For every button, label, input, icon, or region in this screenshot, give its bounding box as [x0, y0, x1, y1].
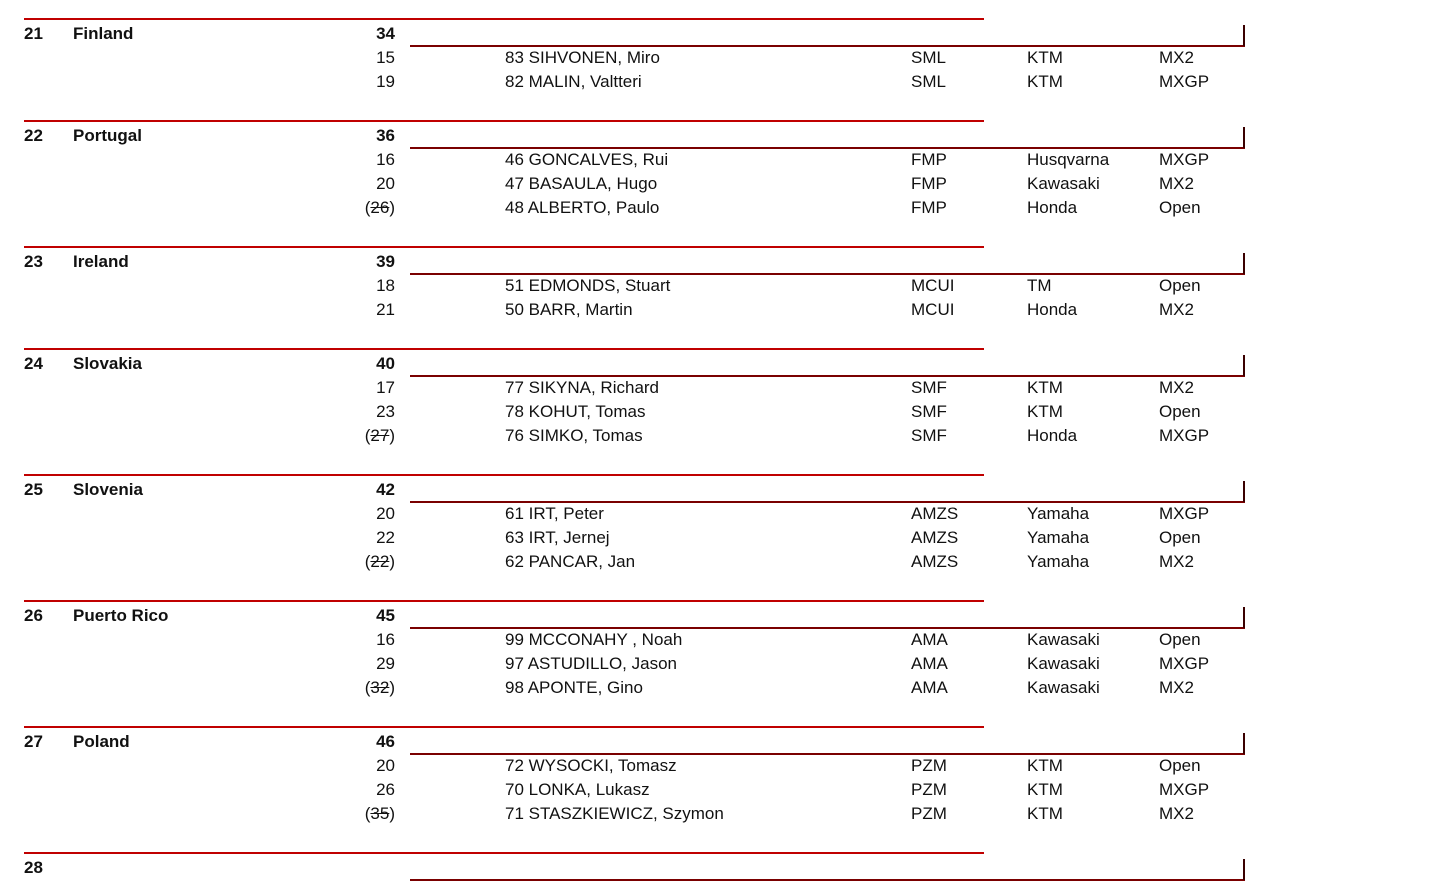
team-row [0, 480, 1454, 502]
score: 23 [376, 402, 395, 421]
rider-bike: KTM [1027, 402, 1063, 421]
rider-name: 78 KOHUT, Tomas [505, 402, 646, 421]
rider-bike: Honda [1027, 426, 1078, 445]
team-country: Slovenia [73, 480, 143, 499]
rider-row [0, 378, 1454, 400]
rider-points [340, 72, 395, 92]
rider-federation: AMA [911, 630, 948, 649]
rider-name: 46 GONCALVES, Rui [505, 150, 669, 169]
team-separator-line [24, 120, 984, 122]
team-rank: 24 [24, 354, 43, 373]
rider-federation: AMZS [911, 528, 959, 547]
rider-federation: SMF [911, 402, 947, 421]
rider-points [340, 756, 395, 776]
dropped-score: 26 [370, 198, 390, 217]
score: 15 [376, 48, 395, 67]
rider-class: MX2 [1159, 678, 1194, 697]
rider-class: MX2 [1159, 300, 1194, 319]
rider-name: 62 PANCAR, Jan [505, 552, 636, 571]
rider-federation: FMP [911, 150, 947, 169]
dropped-score: 32 [370, 678, 390, 697]
rider-row [0, 300, 1454, 322]
team-bracket-tick [1243, 25, 1245, 46]
team-rank: 21 [24, 24, 43, 43]
team-row [0, 606, 1454, 628]
score: 26 [376, 780, 395, 799]
team-rank: 22 [24, 126, 43, 145]
rider-bike: Honda [1027, 300, 1078, 319]
rider-federation: PZM [911, 780, 947, 799]
rider-class: MX2 [1159, 48, 1194, 67]
rider-bike: Yamaha [1027, 552, 1090, 571]
team-rank: 27 [24, 732, 43, 751]
rider-points: (26) [364, 198, 395, 217]
rider-name: 71 STASZKIEWICZ, Szymon [505, 804, 724, 823]
rider-federation: AMZS [911, 504, 959, 523]
rider-federation: SML [911, 48, 946, 67]
team-total-points: 39 [376, 252, 395, 271]
rider-class: Open [1159, 756, 1201, 775]
rider-row [0, 654, 1454, 676]
team-country: Puerto Rico [73, 606, 169, 625]
rider-name: 50 BARR, Martin [505, 300, 633, 319]
team-row [0, 732, 1454, 754]
score: 21 [376, 300, 395, 319]
team-separator-line [24, 348, 984, 350]
rider-row [0, 150, 1454, 172]
rider-bike: Husqvarna [1027, 150, 1110, 169]
rider-bike: KTM [1027, 378, 1063, 397]
rider-row [0, 402, 1454, 424]
team-separator-line [24, 600, 984, 602]
rider-points [340, 276, 395, 296]
rider-bike: Honda [1027, 198, 1078, 217]
score: 20 [376, 504, 395, 523]
rider-class: MXGP [1159, 150, 1210, 169]
team-bracket-tick [1243, 733, 1245, 754]
rider-name: 72 WYSOCKI, Tomasz [505, 756, 677, 775]
rider-bike: KTM [1027, 72, 1063, 91]
dropped-score: 35 [370, 804, 390, 823]
rider-federation: PZM [911, 804, 947, 823]
score: 16 [376, 630, 395, 649]
rider-class: MX2 [1159, 804, 1194, 823]
rider-name: 76 SIMKO, Tomas [505, 426, 643, 445]
rider-bike: Kawasaki [1027, 654, 1100, 673]
team-country: Portugal [73, 126, 142, 145]
team-row [0, 858, 1454, 880]
rider-class: MX2 [1159, 552, 1194, 571]
rider-points [340, 528, 395, 548]
score: 16 [376, 150, 395, 169]
rider-class: Open [1159, 402, 1201, 421]
rider-bike: KTM [1027, 780, 1063, 799]
team-bracket-tick [1243, 253, 1245, 274]
team-country: Ireland [73, 252, 129, 271]
score: 29 [376, 654, 395, 673]
rider-points [340, 48, 395, 68]
team-total-points: 42 [376, 480, 395, 499]
rider-bike: Yamaha [1027, 504, 1090, 523]
rider-row [0, 174, 1454, 196]
rider-points: (22) [364, 552, 395, 571]
rider-bike: KTM [1027, 804, 1063, 823]
rider-points [340, 504, 395, 524]
rider-points [340, 630, 395, 650]
team-underline [410, 45, 1245, 47]
rider-points [340, 378, 395, 398]
team-bracket-tick [1243, 481, 1245, 502]
team-rank: 23 [24, 252, 43, 271]
rider-bike: KTM [1027, 48, 1063, 67]
rider-class: MXGP [1159, 504, 1210, 523]
rider-federation: FMP [911, 198, 947, 217]
team-underline [410, 627, 1245, 629]
rider-name: 82 MALIN, Valtteri [505, 72, 642, 91]
team-row [0, 24, 1454, 46]
team-country: Finland [73, 24, 134, 43]
team-rank: 25 [24, 480, 43, 499]
team-bracket-tick [1243, 859, 1245, 880]
team-row [0, 252, 1454, 274]
team-bracket-tick [1243, 127, 1245, 148]
team-underline [410, 273, 1245, 275]
rider-class: Open [1159, 276, 1201, 295]
rider-row [0, 276, 1454, 298]
rider-class: Open [1159, 630, 1201, 649]
score: 17 [376, 378, 395, 397]
rider-name: 61 IRT, Peter [505, 504, 604, 523]
dropped-score: 22 [370, 552, 390, 571]
team-rank: 26 [24, 606, 43, 625]
rider-name: 99 MCCONAHY , Noah [505, 630, 683, 649]
rider-name: 48 ALBERTO, Paulo [505, 198, 660, 217]
team-bracket-tick [1243, 607, 1245, 628]
rider-name: 97 ASTUDILLO, Jason [505, 654, 677, 673]
rider-points [340, 654, 395, 674]
team-separator-line [24, 474, 984, 476]
team-underline [410, 375, 1245, 377]
rider-points: (32) [364, 678, 395, 697]
rider-federation: AMZS [911, 552, 959, 571]
dropped-score: 27 [370, 426, 390, 445]
rider-class: MXGP [1159, 654, 1210, 673]
rider-class: MXGP [1159, 72, 1210, 91]
rider-row [0, 552, 1454, 574]
rider-federation: AMA [911, 678, 948, 697]
score: 22 [376, 528, 395, 547]
rider-points [340, 150, 395, 170]
rider-row [0, 48, 1454, 70]
rider-row [0, 426, 1454, 448]
team-total-points: 45 [376, 606, 395, 625]
team-separator-line [24, 18, 984, 20]
team-separator-line [24, 726, 984, 728]
rider-row [0, 528, 1454, 550]
team-total-points: 40 [376, 354, 395, 373]
rider-class: MXGP [1159, 426, 1210, 445]
rider-row [0, 504, 1454, 526]
rider-federation: AMA [911, 654, 948, 673]
rider-class: MX2 [1159, 378, 1194, 397]
rider-row [0, 780, 1454, 802]
rider-row [0, 630, 1454, 652]
rider-federation: MCUI [911, 300, 955, 319]
rider-points: (35) [364, 804, 395, 823]
rider-row [0, 756, 1454, 778]
team-country: Slovakia [73, 354, 142, 373]
rider-row [0, 678, 1454, 700]
score: 20 [376, 174, 395, 193]
rider-points [340, 174, 395, 194]
rider-row [0, 198, 1454, 220]
team-underline [410, 147, 1245, 149]
team-row [0, 354, 1454, 376]
team-bracket-tick [1243, 355, 1245, 376]
rider-federation: PZM [911, 756, 947, 775]
rider-bike: Kawasaki [1027, 630, 1100, 649]
score: 20 [376, 756, 395, 775]
rider-class: Open [1159, 528, 1201, 547]
team-total-points: 34 [376, 24, 395, 43]
team-total-points: 46 [376, 732, 395, 751]
score: 18 [376, 276, 395, 295]
rider-points [340, 402, 395, 422]
rider-name: 47 BASAULA, Hugo [505, 174, 658, 193]
rider-points: (27) [364, 426, 395, 445]
rider-name: 83 SIHVONEN, Miro [505, 48, 660, 67]
team-country: Poland [73, 732, 130, 751]
rider-name: 77 SIKYNA, Richard [505, 378, 660, 397]
team-underline [410, 753, 1245, 755]
rider-federation: SMF [911, 426, 947, 445]
rider-bike: KTM [1027, 756, 1063, 775]
rider-name: 63 IRT, Jernej [505, 528, 610, 547]
rider-bike: Kawasaki [1027, 174, 1100, 193]
rider-bike: Kawasaki [1027, 678, 1100, 697]
team-separator-line [24, 852, 984, 854]
team-rank: 28 [24, 858, 43, 877]
team-separator-line [24, 246, 984, 248]
rider-federation: SMF [911, 378, 947, 397]
rider-points [340, 780, 395, 800]
team-total-points: 36 [376, 126, 395, 145]
rider-class: MX2 [1159, 174, 1194, 193]
rider-federation: FMP [911, 174, 947, 193]
rider-row [0, 72, 1454, 94]
rider-class: Open [1159, 198, 1201, 217]
rider-points [340, 300, 395, 320]
rider-federation: SML [911, 72, 946, 91]
rider-class: MXGP [1159, 780, 1210, 799]
rider-name: 98 APONTE, Gino [505, 678, 643, 697]
score: 19 [376, 72, 395, 91]
rider-bike: Yamaha [1027, 528, 1090, 547]
team-underline [410, 501, 1245, 503]
rider-row [0, 804, 1454, 826]
rider-name: 70 LONKA, Lukasz [505, 780, 650, 799]
rider-name: 51 EDMONDS, Stuart [505, 276, 671, 295]
team-row [0, 126, 1454, 148]
rider-bike: TM [1027, 276, 1052, 295]
rider-federation: MCUI [911, 276, 955, 295]
